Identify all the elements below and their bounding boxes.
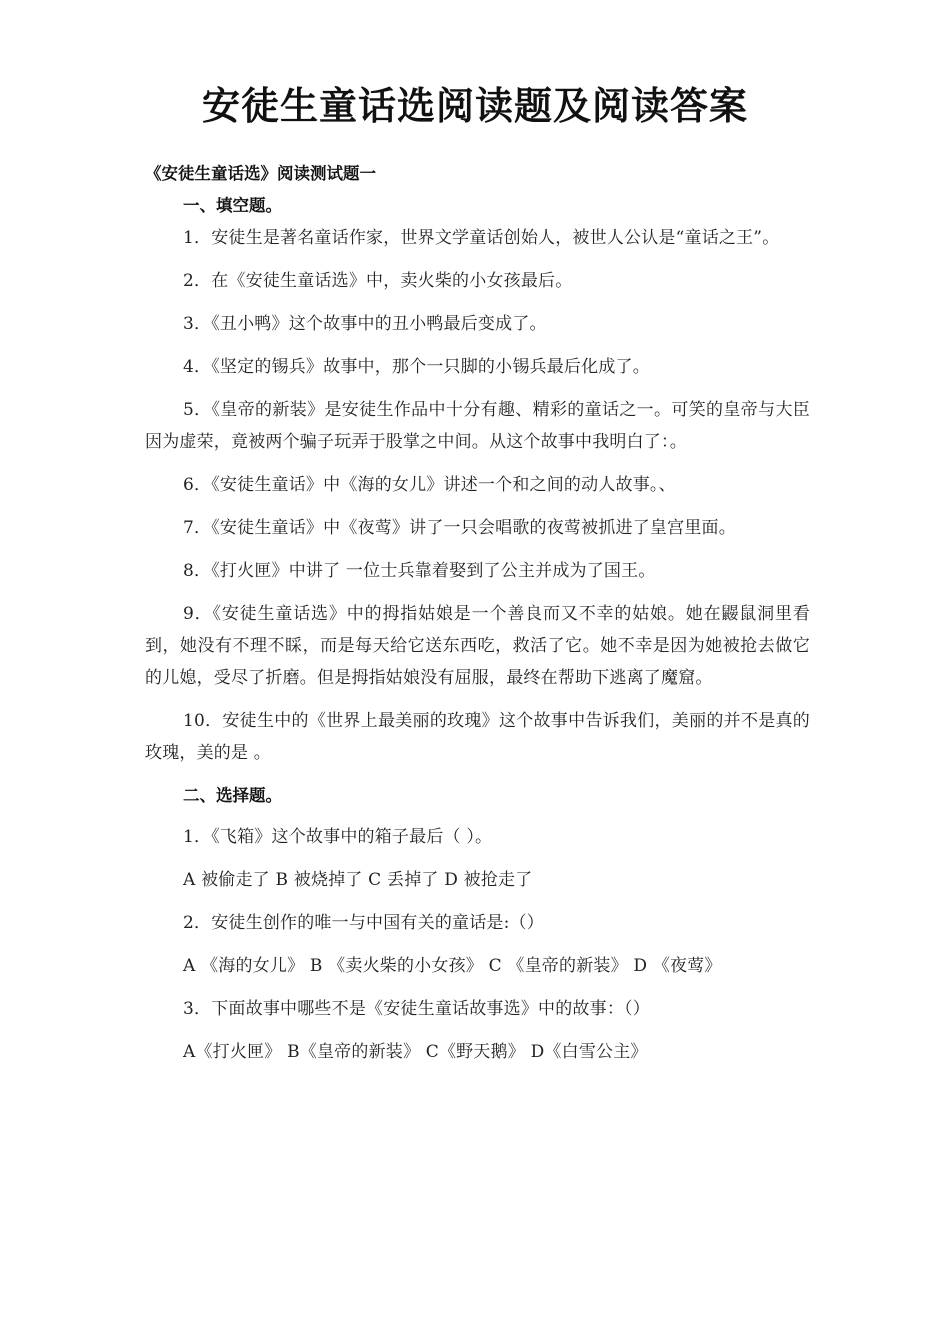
choice-options: A 《海的女儿》 B 《卖火柴的小女孩》 C 《皇帝的新装》 D 《夜莺》: [183, 956, 722, 976]
question-item: 9．《安徒生童话选》中的拇指姑娘是一个善良而又不幸的姑娘。她在鼹鼠洞里看到，她没有不理不睬，而是每天给它送东西吃，救活了它。她不幸是因为她被抢去做它的儿媳，受尽了折磨。但是拇指姑娘没有屈服，最终在帮助下逃离了魔窟。: [145, 604, 810, 688]
question-item: 3．《丑小鸭》这个故事中的丑小鸭最后变成了。: [183, 314, 547, 334]
choice-question: 1．《飞箱》这个故事中的箱子最后（ ）。: [183, 827, 493, 847]
question-item: 7．《安徒生童话》中《夜莺》讲了一只会唱歌的夜莺被抓进了皇宫里面。: [183, 518, 736, 538]
question-item: 5．《皇帝的新装》是安徒生作品中十分有趣、精彩的童话之一。可笑的皇帝与大臣因为虚荣，竟被两个骗子玩弄于股掌之中间。从这个故事中我明白了：。: [145, 400, 810, 452]
question-item: 6．《安徒生童话》中《海的女儿》讲述一个和之间的动人故事。、: [183, 475, 676, 495]
section-heading-multiple-choice: 二、选择题。: [183, 786, 282, 805]
question-item: 8．《打火匣》中讲了 一位士兵靠着娶到了公主并成为了国王。: [183, 561, 656, 581]
section-heading-fill-blank: 一、填空题。: [183, 196, 282, 215]
choice-options: A 被偷走了 B 被烧掉了 C 丢掉了 D 被抢走了: [183, 870, 533, 890]
question-item: 10．安徒生中的《世界上最美丽的玫瑰》这个故事中告诉我们，美丽的并不是真的玫瑰，美的是 。: [145, 711, 810, 763]
question-item: 4．《坚定的锡兵》故事中，那个一只脚的小锡兵最后化成了。: [183, 357, 650, 377]
choice-options: A《打火匣》 B《皇帝的新装》 C《野天鹅》 D《白雪公主》: [183, 1042, 648, 1062]
document-title: 安徒生童话选阅读题及阅读答案: [201, 83, 748, 128]
choice-question: 3．下面故事中哪些不是《安徒生童话故事选》中的故事：（）: [183, 999, 650, 1019]
document-subtitle: 《安徒生童话选》阅读测试题一: [145, 164, 376, 183]
question-item: 1．安徒生是著名童话作家，世界文学童话创始人，被世人公认是“童话之王”。: [183, 228, 780, 248]
choice-question: 2．安徒生创作的唯一与中国有关的童话是:（）: [183, 913, 544, 933]
question-item: 2．在《安徒生童话选》中，卖火柴的小女孩最后。: [183, 271, 573, 291]
document-body: [145, 158, 810, 1079]
